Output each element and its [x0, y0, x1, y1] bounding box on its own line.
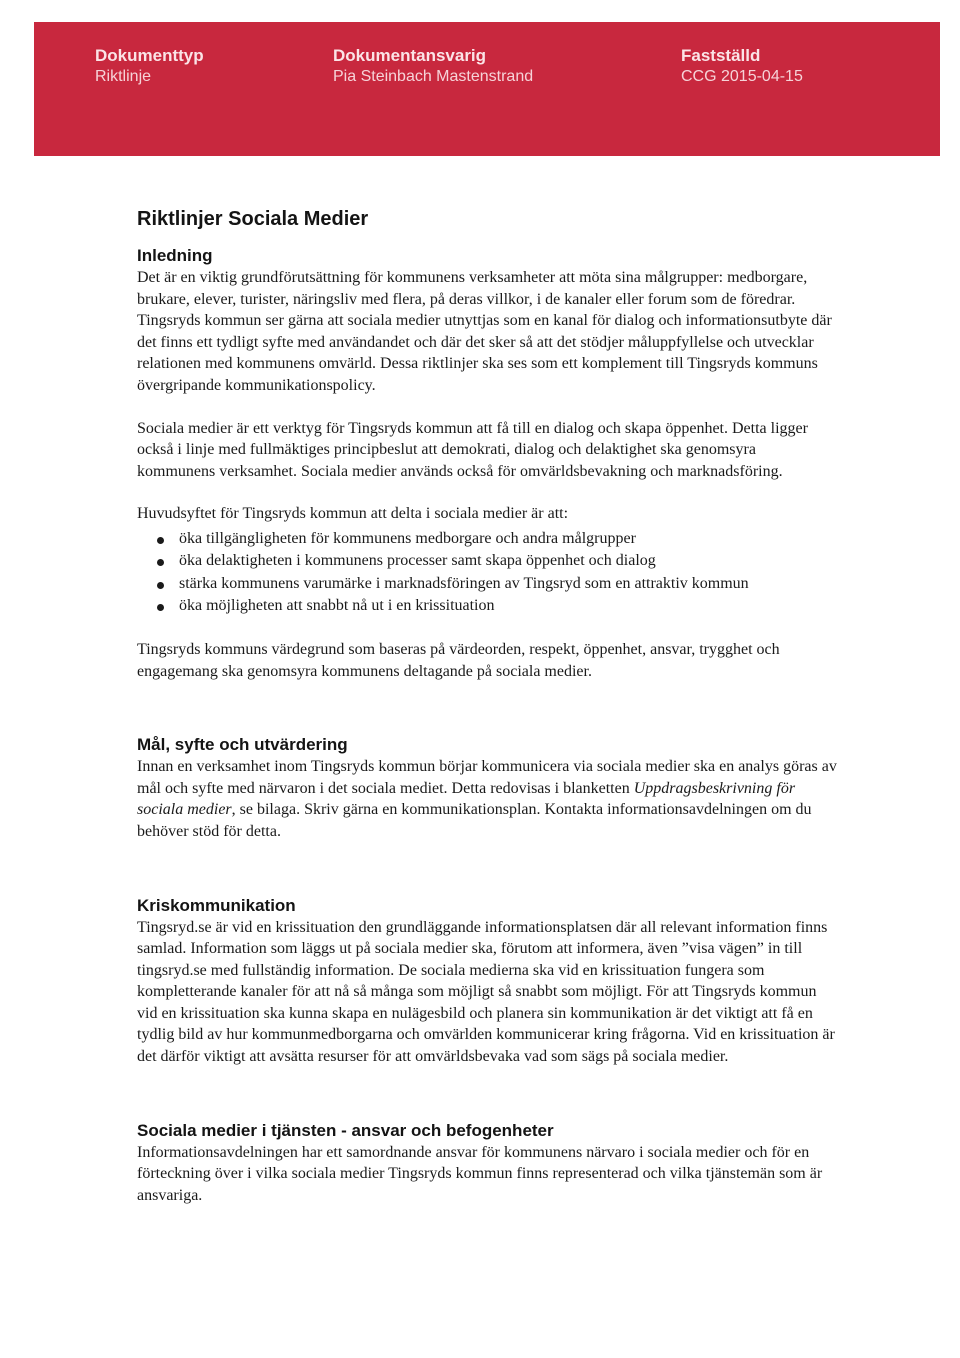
intro-heading: Inledning [137, 246, 213, 265]
list-item [137, 573, 837, 596]
list-item-text: öka tillgängligheten för kommunens medborgare och andra målgrupper [179, 529, 636, 547]
crisis-paragraph: Tingsryd.se är vid en krissituation den grundläggande informationsplatsen där all relevant information finns samlad. Information som läggs ut på sociala medier ska, förutom att informera, även ”visa vägen” in till tingsryd.se med fullständig information. De sociala medierna ska vid en krissituation fungera som kompletterande kanaler för att nå så många som möjligt så snabbt som möjligt. För att Tingsryds kommun vid en krissituation ska kunna skapa en nulägesbild och planera sin kommunikation är det viktigt att få en tydlig bild av hur kommunmedborgarna och omvärlden kommunicerar kring frågorna. Vid en krissituation är det därför viktigt att avsätta resurser för att omvärldsbevaka vad som sägs på sociala medier. [137, 918, 835, 1066]
doc-type-label: Dokumenttyp [95, 46, 204, 65]
bullet-icon [157, 582, 164, 589]
list-item-text: stärka kommunens varumärke i marknadsföringen av Tingsryd som en attraktiv kommun [179, 574, 749, 592]
doc-approved-value: CCG 2015-04-15 [681, 68, 803, 85]
doc-approved-block [681, 46, 803, 87]
list-item-text: öka delaktigheten i kommunens processer samt skapa öppenhet och dialog [179, 552, 656, 570]
purpose-list [137, 528, 837, 618]
responsibility-heading: Sociala medier i tjänsten - ansvar och befogenheter [137, 1120, 554, 1140]
bullet-icon [157, 537, 164, 544]
responsibility-paragraph: Informationsavdelningen har ett samordnande ansvar för kommunens närvaro i sociala medier och för en förteckning över i vilka sociala medier Tingsryds kommun finns representerad och vilka tjänstemän som är ansvariga. [137, 1143, 823, 1204]
doc-owner-block [333, 46, 533, 87]
doc-owner-label: Dokumentansvarig [333, 46, 487, 65]
goals-paragraph [137, 756, 837, 842]
goals-text-before: Innan en verksamhet inom Tingsryds kommun börjar kommunicera via sociala medier ska en analys göras av mål och syfte med närvaron i det sociala mediet. Detta redovisas i blanketten [137, 758, 837, 797]
list-item-text: öka möjligheten att snabbt nå ut i en krissituation [179, 597, 495, 615]
form-name: Uppdragsbeskrivning för sociala medier [137, 779, 796, 819]
intro-paragraph-4: Tingsryds kommuns värdegrund som baseras på värdeorden, respekt, öppenhet, ansvar, trygghet och engagemang ska genomsyra kommunens deltagande på sociala medier. [137, 640, 780, 680]
document-header-band [34, 22, 940, 156]
doc-type-block [95, 46, 204, 87]
goals-heading: Mål, syfte och utvärdering [137, 735, 348, 755]
list-item [137, 595, 837, 618]
doc-approved-label: Fastställd [681, 46, 761, 65]
intro-paragraph-2: Sociala medier är ett verktyg för Tingsryds kommun att få till en dialog och skapa öppenhet. Detta ligger också i linje med fullmäktiges principbeslut att demokrati, dialog och delaktighet ska genomsyra kommunens verksamhet. Sociala medier används också för omvärldsbevakning och marknadsföring. [137, 419, 808, 480]
document-body [137, 206, 837, 1206]
list-item [137, 550, 837, 573]
bullet-icon [157, 604, 164, 611]
doc-type-value: Riktlinje [95, 68, 152, 85]
intro-paragraph-3: Huvudsyftet för Tingsryds kommun att delta i sociala medier är att: [137, 505, 569, 523]
crisis-heading: Kriskommunikation [137, 895, 296, 915]
goals-text-after: , se bilaga. Skriv gärna en kommunikationsplan. Kontakta informationsavdelningen om du behöver stöd för detta. [137, 801, 812, 840]
intro-paragraph-1: Det är en viktig grundförutsättning för kommunens verksamheter att möta sina målgrupper: medborgare, brukare, elever, turister, näringsliv med flera, på deras villkor, i de kanaler eller forum som de föredrar. Tingsryds kommun ser gärna att sociala medier utnyttjas som en kanal för dialog och informationsutbyte där det finns ett tydligt syfte med användandet och där det sker så att det stödjer måluppfyllelse och utvecklar relationen med kommunens omvärld. Dessa riktlinjer ska ses som ett komplement till Tingsryds kommuns övergripande kommunikationspolicy. [137, 269, 832, 394]
doc-owner-value: Pia Steinbach Mastenstrand [333, 68, 534, 85]
document-title: Riktlinjer Sociala Medier [137, 208, 369, 230]
bullet-icon [157, 559, 164, 566]
list-item [137, 528, 837, 551]
